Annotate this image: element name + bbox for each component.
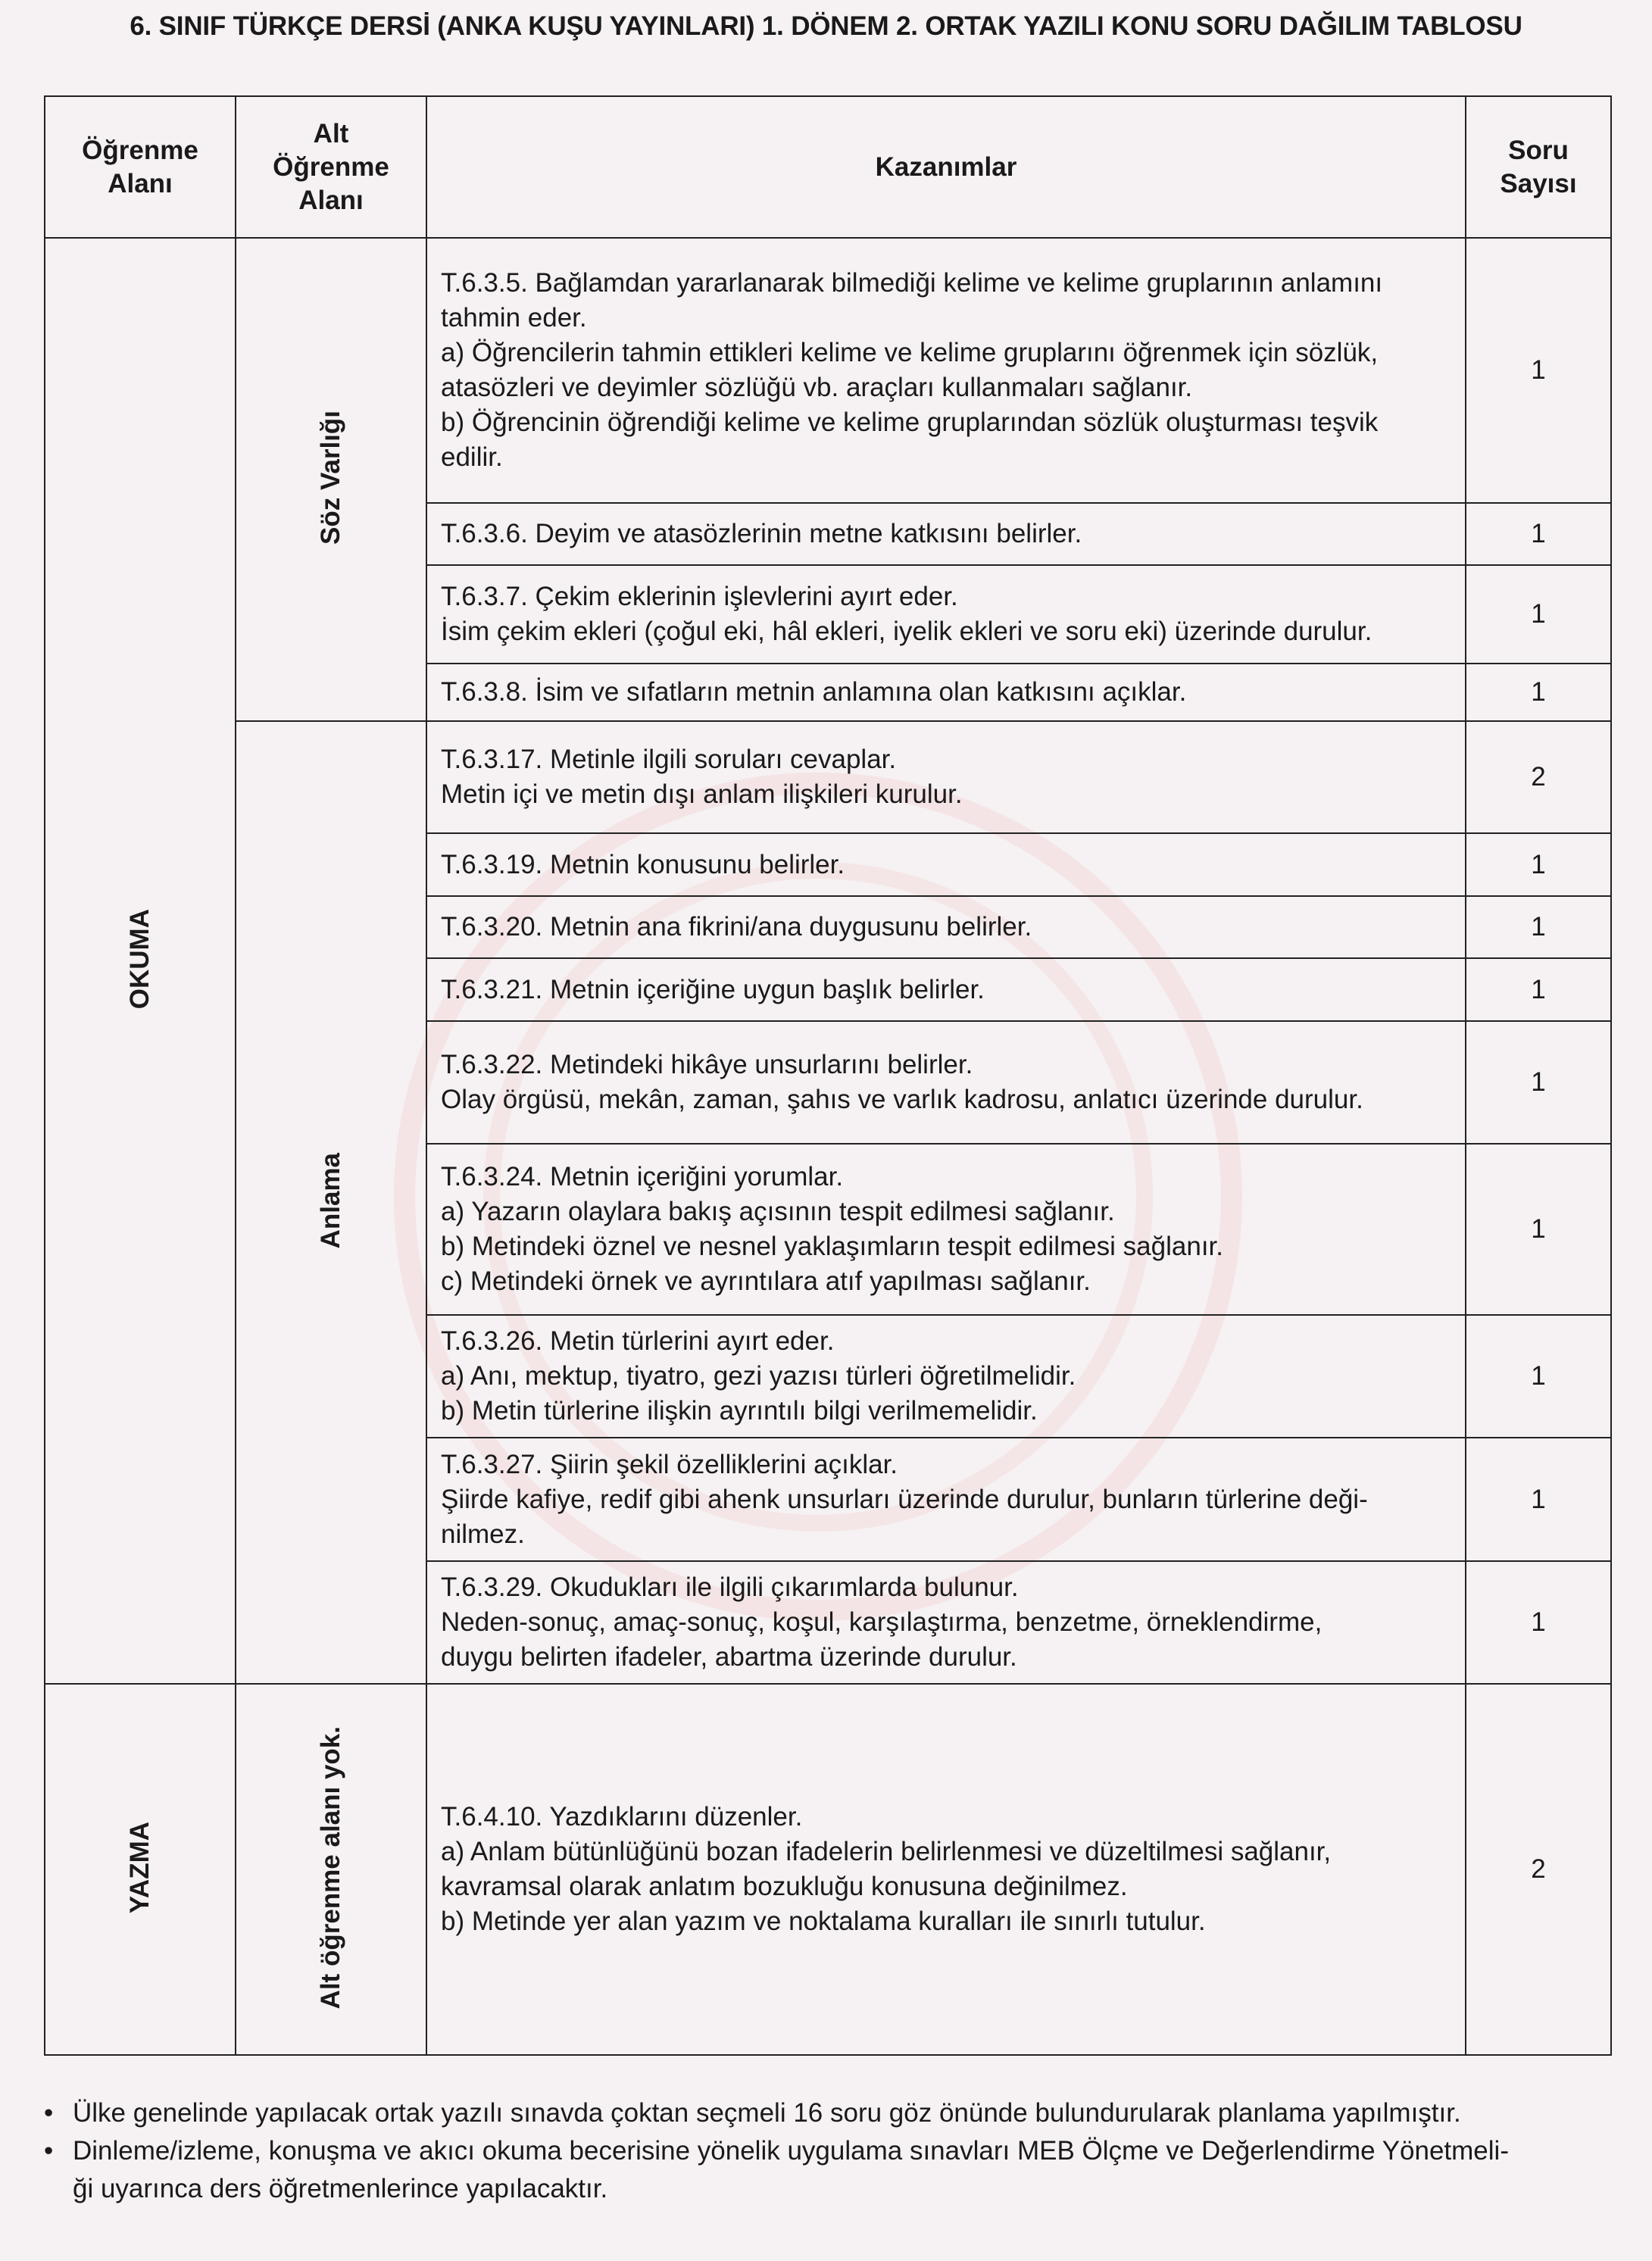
soru-sayisi-cell: 1 — [1466, 1315, 1611, 1438]
kazanim-cell: T.6.3.17. Metinle ilgili soruları cevaplar. Metin içi ve metin dışı anlam ilişkileri kurulur. — [426, 721, 1466, 833]
area-yazma-cell — [45, 1684, 236, 2055]
kazanim-cell: T.6.3.21. Metnin içeriğine uygun başlık belirler. — [426, 958, 1466, 1021]
kazanim-cell: T.6.3.8. İsim ve sıfatların metnin anlamına olan katkısını açıklar. — [426, 664, 1466, 721]
distribution-table — [44, 95, 1612, 2056]
soru-sayisi-cell: 1 — [1466, 565, 1611, 664]
kazanim-cell: T.6.3.26. Metin türlerini ayırt eder. a) Anı, mektup, tiyatro, gezi yazısı türleri öğretilmelidir. b) Metin türlerine ilişkin ayrıntılı bilgi verilmemelidir. — [426, 1315, 1466, 1438]
page-title: 6. SINIF TÜRKÇE DERSİ (ANKA KUŞU YAYINLARI) 1. DÖNEM 2. ORTAK YAZILI KONU SORU DAĞILIM TABLOSU — [130, 11, 1522, 41]
bullet-icon: • — [44, 2136, 54, 2166]
area-okuma-label: OKUMA — [125, 908, 155, 1010]
kazanim-cell: T.6.3.29. Okudukları ile ilgili çıkarımlarda bulunur. Neden-sonuç, amaç-sonuç, koşul, karşılaştırma, benzetme, örneklendirme, duygu belirten ifadeler, abartma üzerinde durulur. — [426, 1561, 1466, 1684]
header-kazanimlar: Kazanımlar — [426, 96, 1466, 238]
kazanim-cell: T.6.3.27. Şiirin şekil özelliklerini açıklar. Şiirde kafiye, redif gibi ahenk unsurları üzerinde durulur, bunların türlerine deği- nilmez. — [426, 1438, 1466, 1561]
soru-sayisi-cell: 1 — [1466, 1438, 1611, 1561]
header-soru-sayisi: Soru Sayısı — [1466, 96, 1611, 238]
header-alt-ogrenme-alani: Alt Öğrenme Alanı — [236, 96, 426, 238]
subarea-none-label: Alt öğrenme alanı yok. — [316, 1725, 345, 2010]
area-okuma-cell — [45, 238, 236, 1684]
subarea-soz-varligi-label: Söz Varlığı — [316, 411, 345, 545]
footnotes — [44, 2094, 1619, 2208]
soru-sayisi-cell: 1 — [1466, 1561, 1611, 1684]
kazanim-cell: T.6.3.20. Metnin ana fikrini/ana duygusunu belirler. — [426, 896, 1466, 958]
kazanim-cell: T.6.3.5. Bağlamdan yararlanarak bilmediği kelime ve kelime gruplarının anlamını tahmin eder. a) Öğrencilerin tahmin ettikleri kelime ve kelime gruplarını öğrenmek için sözlük, atasözleri ve deyimler sözlüğü vb. araçları kullanmaları sağlanır. b) Öğrencinin öğrendiği kelime ve kelime gruplarından sözlük oluşturması teşvik edilir. — [426, 238, 1466, 503]
soru-sayisi-cell: 1 — [1466, 503, 1611, 565]
bullet-icon: • — [44, 2098, 54, 2128]
footnote-item: • Ülke genelinde yapılacak ortak yazılı sınavda çoktan seçmeli 16 soru göz önünde bulundurularak planlama yapılmıştır. — [44, 2094, 1619, 2132]
kazanim-cell: T.6.4.10. Yazdıklarını düzenler. a) Anlam bütünlüğünü bozan ifadelerin belirlenmesi ve düzeltilmesi sağlanır, kavramsal olarak anlatım bozukluğu konusuna değinilmez. b) Metinde yer alan yazım ve noktalama kuralları ile sınırlı tutulur. — [426, 1684, 1466, 2055]
kazanim-cell: T.6.3.6. Deyim ve atasözlerinin metne katkısını belirler. — [426, 503, 1466, 565]
footnote-item: • Dinleme/izleme, konuşma ve akıcı okuma becerisine yönelik uygulama sınavları MEB Ölçme ve Değerlendirme Yönetmeli- ği uyarınca ders öğretmenlerince yapılacaktır. — [44, 2132, 1619, 2208]
table-row — [45, 238, 1611, 503]
soru-sayisi-cell: 1 — [1466, 1021, 1611, 1144]
area-yazma-label: YAZMA — [125, 1821, 155, 1914]
soru-sayisi-cell: 1 — [1466, 664, 1611, 721]
soru-sayisi-cell: 1 — [1466, 238, 1611, 503]
header-ogrenme-alani: Öğrenme Alanı — [45, 96, 236, 238]
subarea-soz-varligi-cell — [236, 238, 426, 721]
soru-sayisi-cell: 2 — [1466, 1684, 1611, 2055]
kazanim-cell: T.6.3.22. Metindeki hikâye unsurlarını belirler. Olay örgüsü, mekân, zaman, şahıs ve varlık kadrosu, anlatıcı üzerinde durulur. — [426, 1021, 1466, 1144]
subarea-none-cell — [236, 1684, 426, 2055]
soru-sayisi-cell: 1 — [1466, 1144, 1611, 1315]
subarea-anlama-label: Anlama — [316, 1152, 345, 1249]
soru-sayisi-cell: 1 — [1466, 958, 1611, 1021]
table-row — [45, 1684, 1611, 2055]
soru-sayisi-cell: 1 — [1466, 896, 1611, 958]
kazanim-cell: T.6.3.19. Metnin konusunu belirler. — [426, 833, 1466, 896]
kazanim-cell: T.6.3.24. Metnin içeriğini yorumlar. a) Yazarın olaylara bakış açısının tespit edilmesi sağlanır. b) Metindeki öznel ve nesnel yaklaşımların tespit edilmesi sağlanır. c) Metindeki örnek ve ayrıntılara atıf yapılması sağlanır. — [426, 1144, 1466, 1315]
table-header-row — [45, 96, 1611, 238]
kazanim-cell: T.6.3.7. Çekim eklerinin işlevlerini ayırt eder. İsim çekim ekleri (çoğul eki, hâl ekleri, iyelik ekleri ve soru eki) üzerinde durulur. — [426, 565, 1466, 664]
table-row — [45, 721, 1611, 833]
subarea-anlama-cell — [236, 721, 426, 1684]
soru-sayisi-cell: 2 — [1466, 721, 1611, 833]
soru-sayisi-cell: 1 — [1466, 833, 1611, 896]
